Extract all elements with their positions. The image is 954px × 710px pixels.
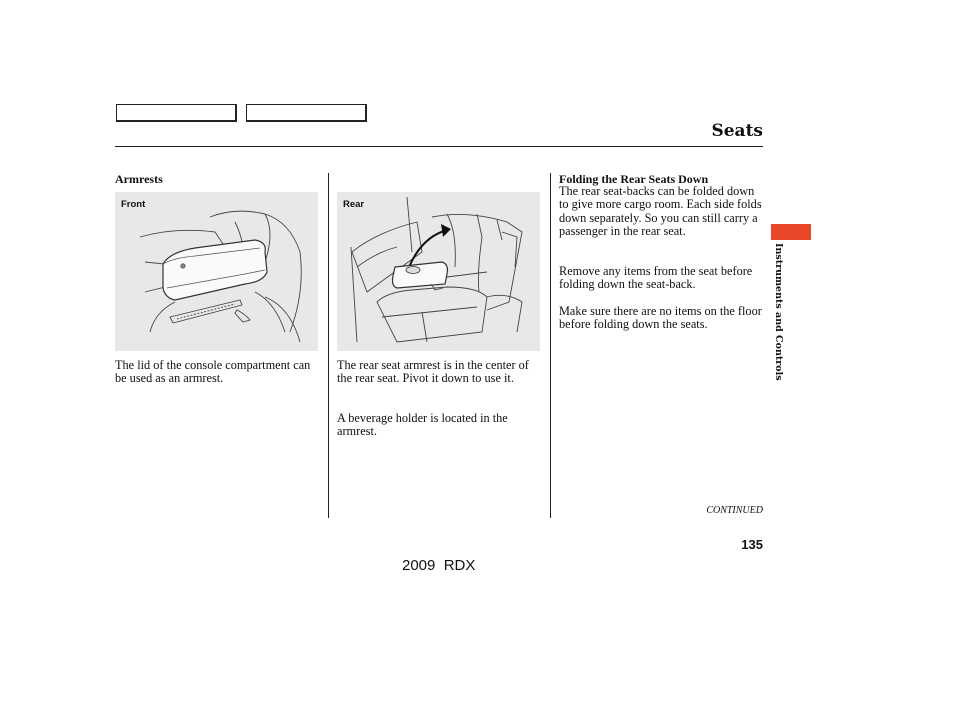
column-divider-1 [328, 173, 329, 518]
folding-intro-text: The rear seat-backs can be folded down to give more cargo room. Each side folds down separately. So you can still carry a passenger in the rear seat. [559, 184, 762, 238]
beverage-holder-text: A beverage holder is located in the armrest. [337, 411, 508, 439]
page-number: 135 [741, 537, 763, 552]
title-divider [115, 146, 763, 147]
console-armrest-text: The lid of the console compartment can be used as an armrest. [115, 358, 311, 386]
remove-items-text: Remove any items from the seat before folding down the seat-back. [559, 264, 753, 292]
footer-model: 2009 RDX [402, 557, 476, 574]
section-tab[interactable] [771, 224, 811, 240]
nav-box-next[interactable] [246, 104, 367, 122]
continued-label: CONTINUED [706, 505, 763, 516]
front-console-drawing [115, 192, 318, 351]
section-side-label: Instruments and Controls [773, 243, 784, 381]
rear-figure-label: Rear [343, 199, 365, 210]
rear-armrest-text: The rear seat armrest is in the center of the rear seat. Pivot it down to use it. [337, 358, 529, 386]
nav-box-previous[interactable] [116, 104, 237, 122]
page-title: Seats [711, 121, 763, 141]
floor-items-text: Make sure there are no items on the floor before folding down the seats. [559, 304, 762, 332]
armrests-heading: Armrests [115, 172, 163, 186]
front-figure-label: Front [121, 199, 146, 210]
rear-seat-drawing [337, 192, 540, 351]
column-divider-2 [550, 173, 551, 518]
rear-armrest-illustration [337, 192, 540, 351]
folding-rear-seats-heading: Folding the Rear Seats Down [559, 172, 709, 186]
front-armrest-illustration [115, 192, 318, 351]
